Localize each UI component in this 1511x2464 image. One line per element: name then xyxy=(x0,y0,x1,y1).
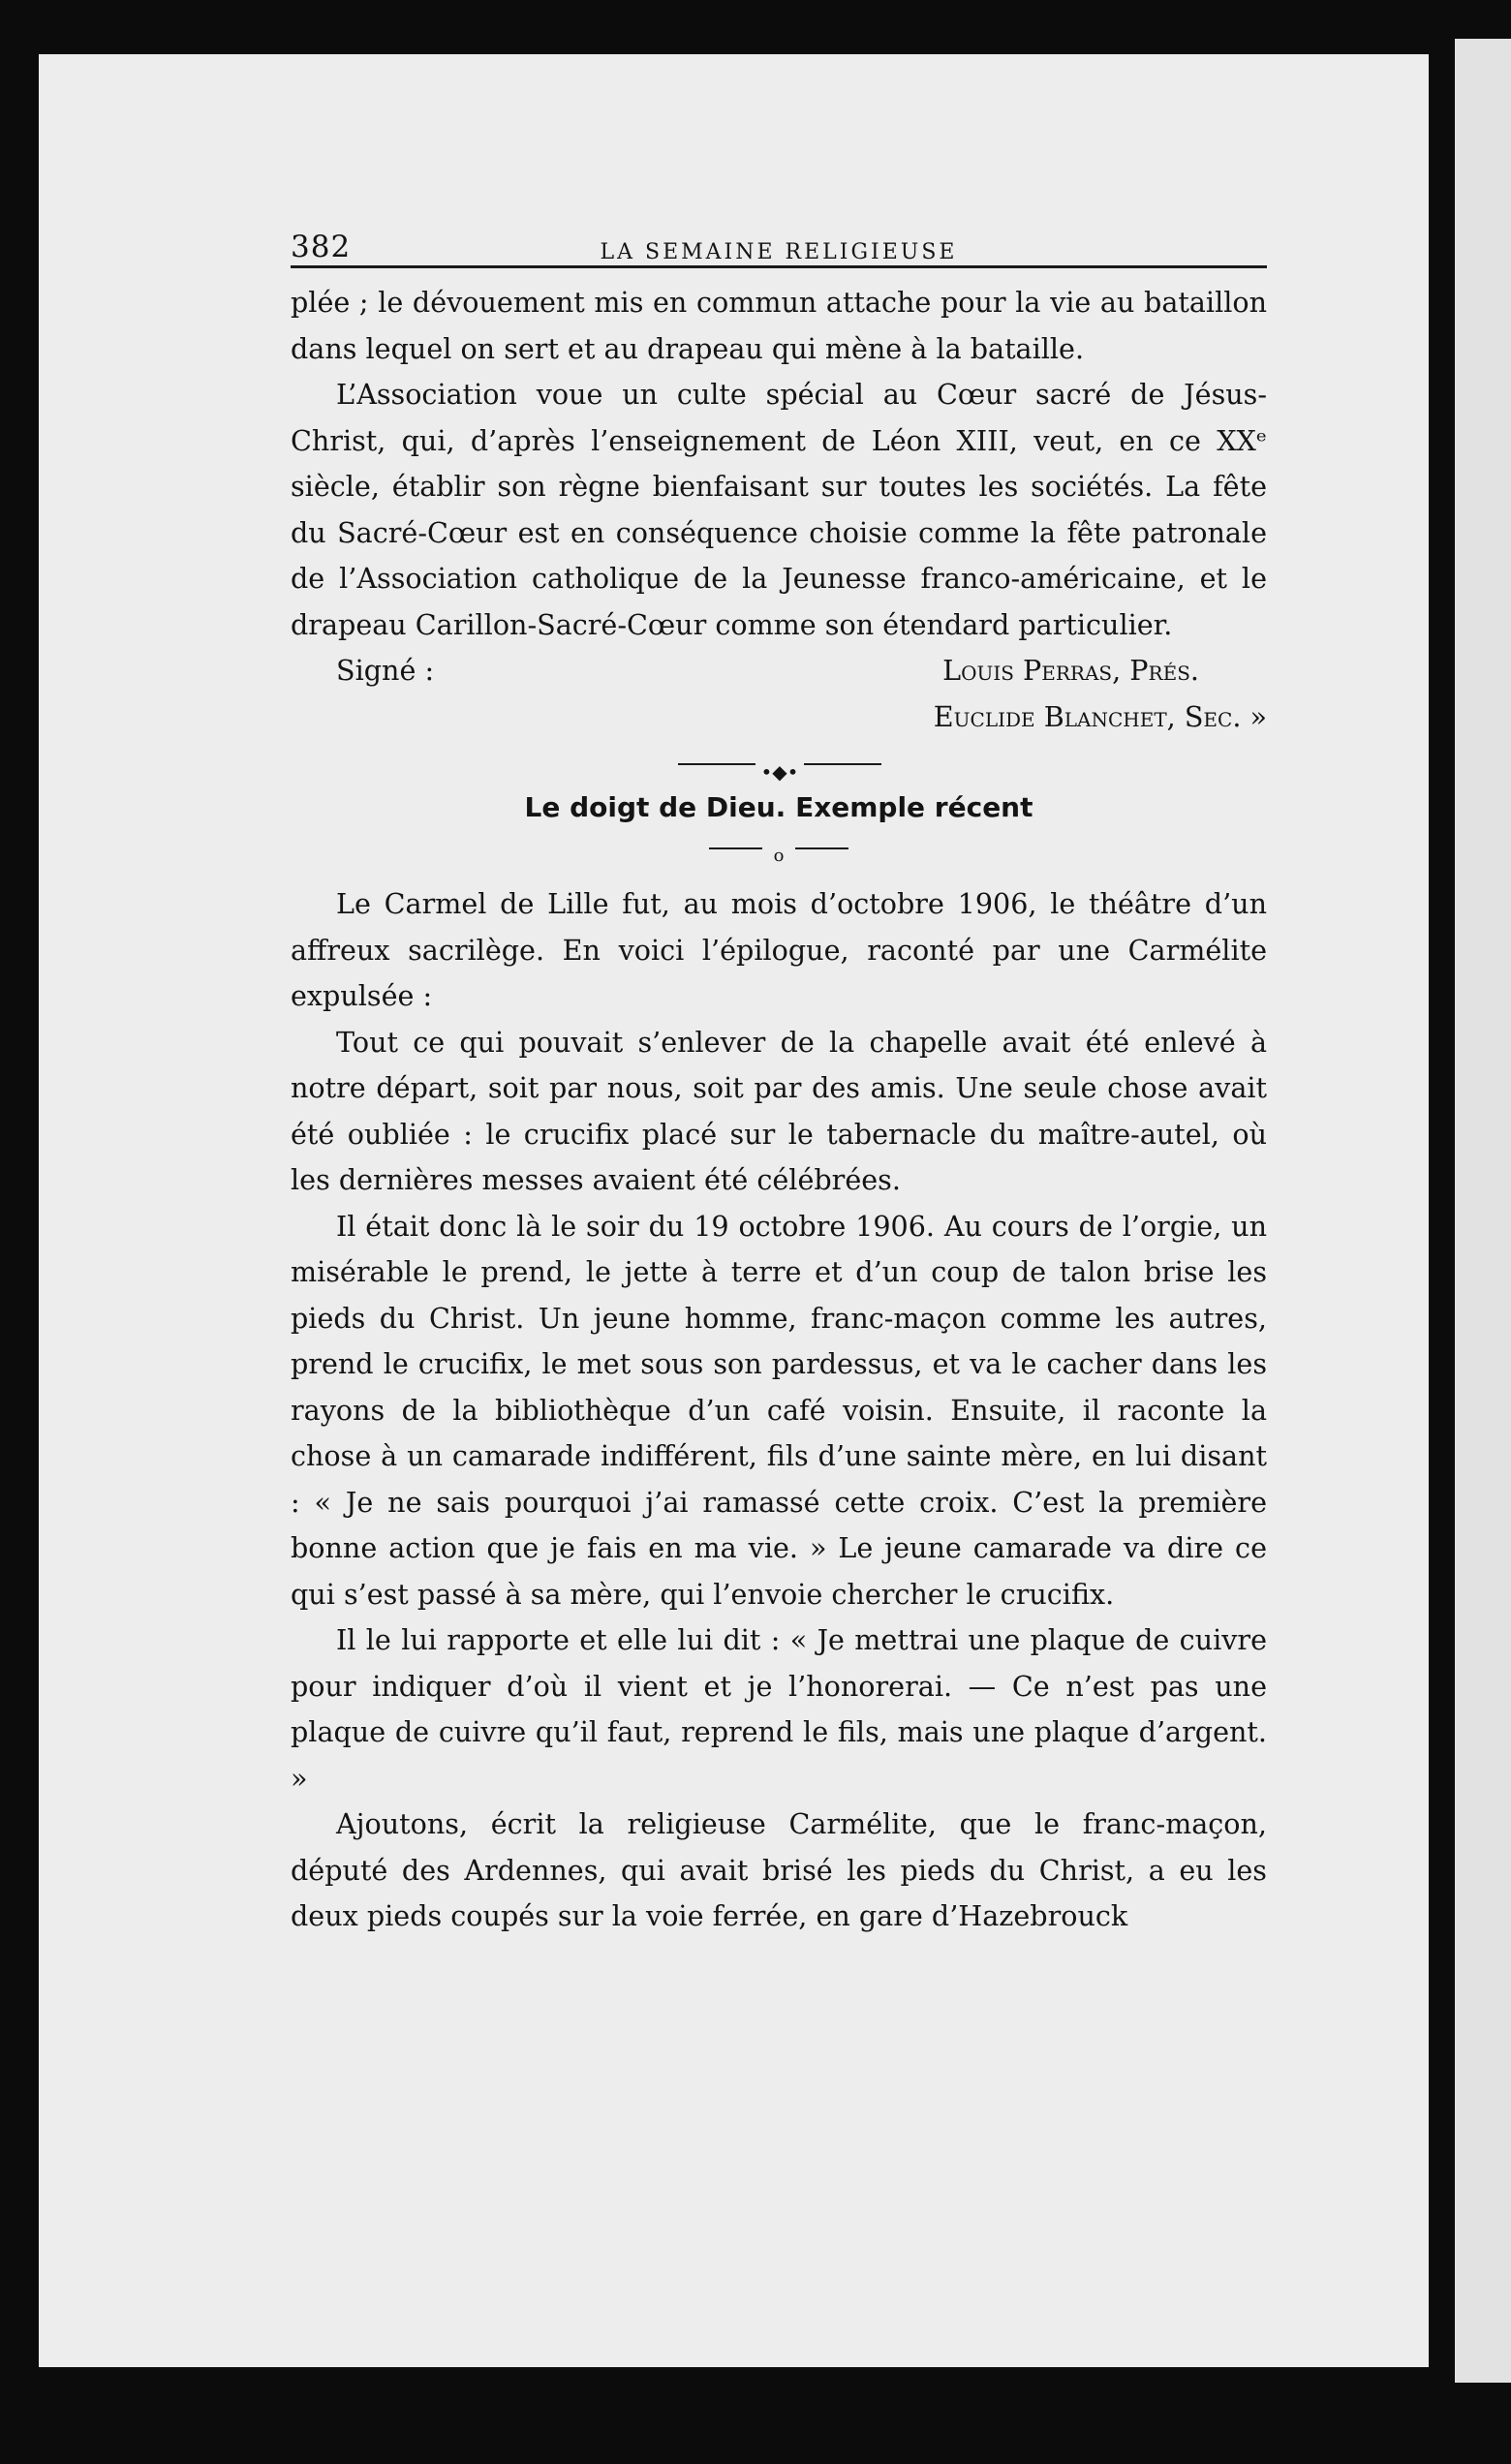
ornament-line xyxy=(678,763,756,765)
separator-mark: o xyxy=(773,846,785,866)
ornament-line xyxy=(804,763,881,765)
paragraph: Il le lui rapporte et elle lui dit : « Je mettrai une plaque de cuivre pour indiquer d’où il vient et je l’honorerai. — Ce n’est pas une plaque de cuivre qu’il faut, reprend le fils, mais une plaque d’argent. » xyxy=(291,1623,1267,1795)
signatory-secretary: Euclide Blanchet, Sec. » xyxy=(933,699,1267,733)
ornament-flourish-icon: •◆• xyxy=(760,760,799,784)
page-content xyxy=(291,223,1267,1940)
signature-row xyxy=(291,648,1267,694)
section-title: Le doigt de Dieu. Exemple récent xyxy=(524,791,1033,823)
page-number: 382 xyxy=(291,230,352,264)
signature-row xyxy=(291,694,1267,741)
signatory-president: Louis Perras, Prés. xyxy=(942,654,1199,687)
separator-line xyxy=(795,847,848,849)
running-title: LA SEMAINE RELIGIEUSE xyxy=(600,240,958,264)
paragraph: Le Carmel de Lille fut, au mois d’octobre 1906, le théâtre d’un affreux sacrilège. En voici l’épilogue, raconté par une Carmélite expulsée : xyxy=(291,887,1267,1012)
separator-line xyxy=(709,847,762,849)
paragraph: Tout ce qui pouvait s’enlever de la chapelle avait été enlevé à notre départ, soit par nous, soit par des amis. Une seule chose avait été oubliée : le crucifix placé sur le tabernacle du maître-autel, où les dernières messes avaient été célébrées. xyxy=(291,1025,1267,1196)
title-separator xyxy=(291,829,1267,868)
running-header xyxy=(291,223,1267,268)
paragraph: Il était donc là le soir du 19 octobre 1906. Au cours de l’orgie, un misérable le prend, le jette à terre et d’un coup de talon brise les pieds du Christ. Un jeune homme, franc-maçon comme les autres, prend le crucifix, le met sous son pardessus, et va le cacher dans les rayons de la bibliothèque d’un café voisin. Ensuite, il raconte la chose à un camarade indifférent, fils d’une sainte mère, en lui disant : « Je ne sais pourquoi j’ai ramassé cette croix. C’est la première bonne action que je fais en ma vie. » Le jeune camarade va dire ce qui s’est passé à sa mère, qui l’envoie chercher le crucifix. xyxy=(291,1209,1267,1611)
paragraph: Ajoutons, écrit la religieuse Carmélite, que le franc-maçon, député des Ardennes, qui avait brisé les pieds du Christ, a eu les deux pieds coupés sur la voie ferrée, en gare d’Hazebrouck xyxy=(291,1807,1267,1932)
section-ornament xyxy=(291,744,1267,785)
paragraph: L’Association voue un culte spécial au Cœur sacré de Jésus-Christ, qui, d’après l’enseignement de Léon XIII, veut, en ce XXᵉ siècle, établir son règne bienfaisant sur toutes les sociétés. La fête du Sacré-Cœur est en conséquence choisie comme la fête patronale de l’Association catholique de la Jeunesse franco-américaine, et le drapeau Carillon-Sacré-Cœur comme son étendard particulier. xyxy=(291,378,1267,641)
signature-label: Signé : xyxy=(336,654,435,687)
paragraph: plée ; le dévouement mis en commun attache pour la vie au bataillon dans lequel on sert et au drapeau qui mène à la bataille. xyxy=(291,286,1267,365)
next-page-edge xyxy=(1455,39,1511,2383)
